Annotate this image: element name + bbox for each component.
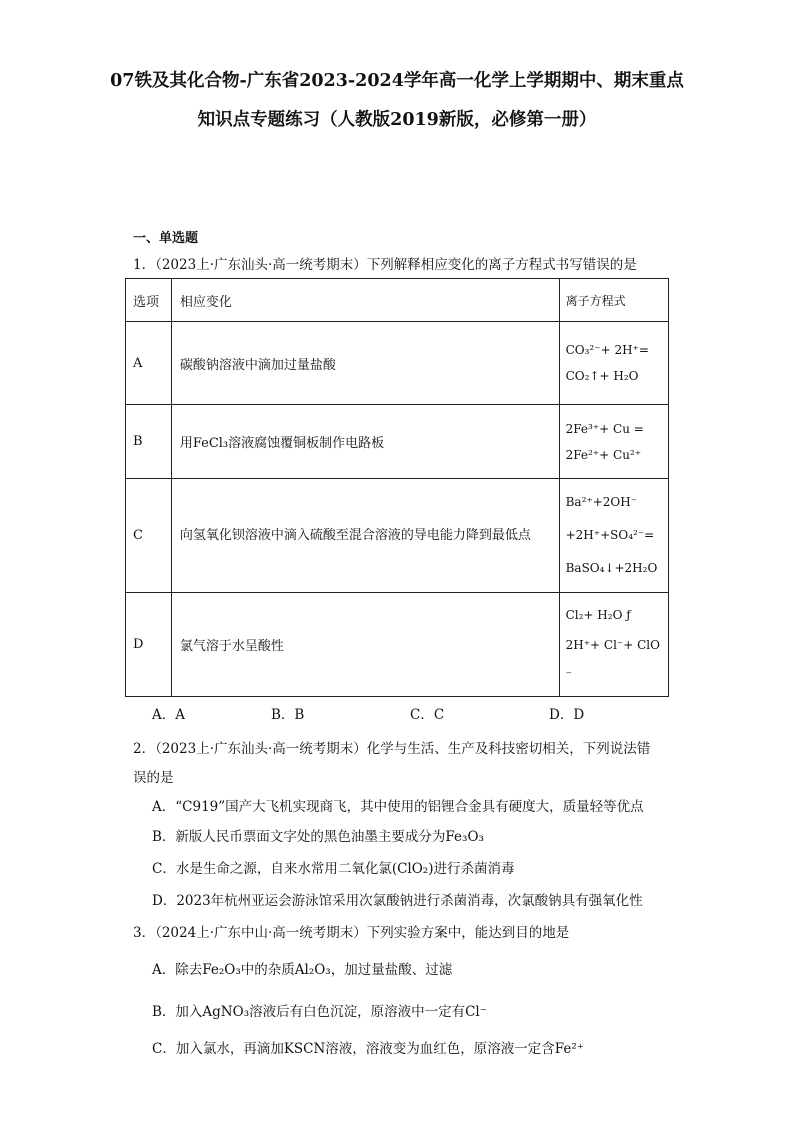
equation-line: Ba²⁺+2OH⁻: [565, 495, 638, 509]
question-3-stem: 3．（2024上·广东中山·高一统考期末）下列实验方案中，能达到目的地是: [133, 925, 570, 941]
question-3-option-c: C．加入氯水，再滴加KSCN溶液，溶液变为血红色，原溶液一定含Fe²⁺: [152, 1041, 584, 1057]
table-row: [126, 322, 669, 405]
row-equation: [559, 322, 668, 405]
option-b: B．B: [271, 707, 305, 723]
row-option: A: [126, 322, 172, 405]
option-a: A．A: [152, 707, 185, 723]
question-3-option-a: A．除去Fe₂O₃中的杂质Al₂O₃，加过量盐酸、过滤: [152, 962, 453, 978]
question-2-option-a: A．“C919”国产大飞机实现商飞，其中使用的铝锂合金具有硬度大，质量轻等优点: [152, 799, 644, 815]
equation-line: 2Fe³⁺+ Cu =: [565, 421, 644, 436]
equation-line: ⁻: [565, 667, 572, 682]
question-2-stem: 2．（2023上·广东汕头·高一统考期末）化学与生活、生产及科技密切相关，下列说法错: [133, 741, 651, 757]
row-change: 用FeCl₃溶液腐蚀覆铜板制作电路板: [171, 405, 559, 479]
header-change: 相应变化: [171, 279, 559, 322]
question-2-option-b: B．新版人民币票面文字处的黑色油墨主要成分为Fe₃O₃: [152, 829, 484, 845]
row-option: D: [126, 593, 172, 697]
row-option: C: [126, 479, 172, 593]
question-1-table: [125, 278, 669, 697]
question-2-stem-cont: 误的是: [133, 770, 174, 786]
row-equation: [559, 479, 668, 593]
header-equation: 离子方程式: [559, 279, 668, 322]
equation-line: +2H⁺+SO₄²⁻=: [565, 528, 655, 542]
section-heading: 一、单选题: [133, 231, 199, 246]
question-1-stem: 1．（2023上·广东汕头·高一统考期末）下列解释相应变化的离子方程式书写错误的是: [133, 257, 637, 273]
row-equation: [559, 593, 668, 697]
table-row: [126, 593, 669, 697]
option-d: D．D: [549, 707, 585, 723]
row-change: 向氢氧化钡溶液中滴入硫酸至混合溶液的导电能力降到最低点: [171, 479, 559, 593]
row-option: B: [126, 405, 172, 479]
row-change: 氯气溶于水呈酸性: [171, 593, 559, 697]
header-option: 选项: [126, 279, 172, 322]
question-3-option-b: B．加入AgNO₃溶液后有白色沉淀，原溶液中一定有Cl⁻: [152, 1004, 487, 1020]
question-2-option-d: D．2023年杭州亚运会游泳馆采用次氯酸钠进行杀菌消毒，次氯酸钠具有强氧化性: [152, 893, 643, 909]
equation-line: 2H⁺+ Cl⁻+ ClO: [565, 637, 660, 652]
equation-line: Cl₂+ H₂O ƒ: [565, 607, 631, 622]
equation-line: 2Fe²⁺+ Cu²⁺: [565, 447, 642, 462]
table-row: [126, 479, 669, 593]
question-2-option-c: C．水是生命之源，自来水常用二氧化氯(ClO₂)进行杀菌消毒: [152, 861, 515, 877]
table-row: [126, 405, 669, 479]
table-header-row: [126, 279, 669, 322]
equation-line: BaSO₄↓+2H₂O: [565, 561, 658, 575]
row-change: 碳酸钠溶液中滴加过量盐酸: [171, 322, 559, 405]
row-equation: [559, 405, 668, 479]
option-c: C．C: [410, 707, 445, 723]
document-title: 07铁及其化合物-广东省2023-2024学年高一化学上学期期中、期末重点知识点专题练习（人教版2019新版，必修第一册）: [110, 71, 684, 130]
equation-line: CO₂↑+ H₂O: [565, 369, 639, 383]
equation-line: CO₃²⁻+ 2H⁺=: [565, 343, 649, 357]
